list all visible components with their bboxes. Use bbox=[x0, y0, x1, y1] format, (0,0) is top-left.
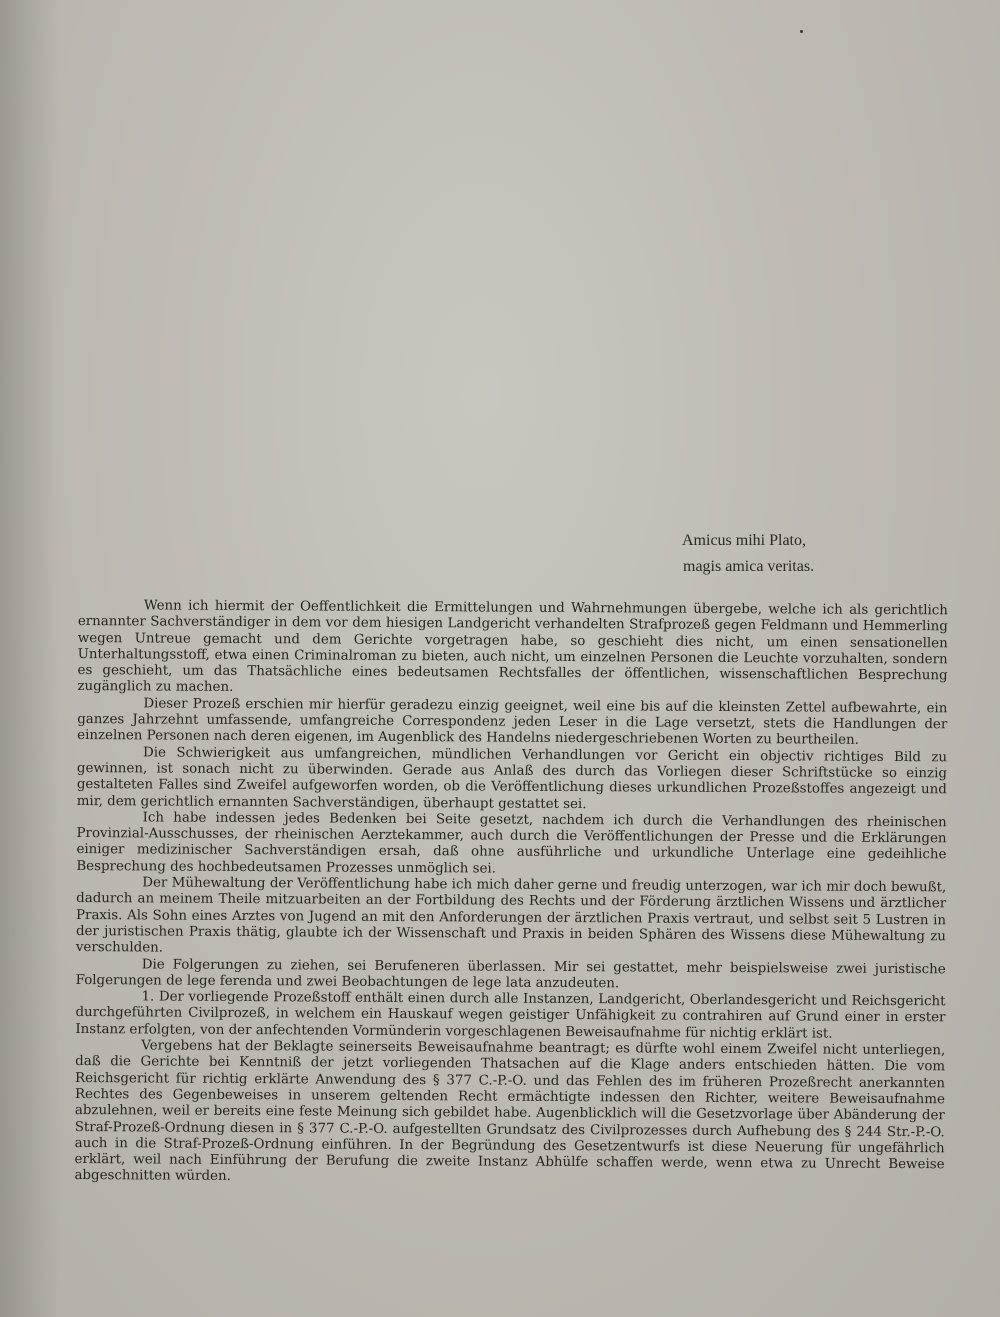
epigraph-line-2: magis amica veritas. bbox=[683, 558, 815, 575]
paragraph-concerns: Ich habe indessen jedes Bedenken bei Seite gesetzt, nachdem ich durch die Verhandlungen des rheinischen Provinzial-Ausschusses, der rheinischen Aerztekammer, auch durch die Veröffentlichungen der Presse und die Erklärungen einiger medizinischer Sachverständigen ersah, daß ohne ausführliche und urkundliche Unterlage eine gedeihliche Besprechung des hochbedeutsamen Prozesses unmöglich sei. bbox=[76, 810, 947, 877]
binding-shadow bbox=[0, 0, 60, 1317]
paper-speck bbox=[800, 30, 803, 33]
body-text bbox=[74, 598, 948, 1190]
paragraph-conclusions: Die Folgerungen zu ziehen, sei Berufeneren überlassen. Mir sei gestattet, mehr beispielsweise zwei juristische Folgerungen de lege ferenda und zwei Beobachtungen de lege lata anzudeuten. bbox=[75, 956, 946, 992]
paragraph-suitability: Dieser Prozeß erschien mir hierfür geradezu einzig geeignet, weil eine bis auf die kleinsten Zettel aufbewahrte, ein ganzes Jahrzehnt umfassende, umfangreiche Correspondenz jeden Leser in die Lage versetzt, stets die Handlungen der einzelnen Personen nach deren eigenen, im Augenblick des Handelns niedergeschriebenen Worten zu beurtheilen. bbox=[77, 696, 948, 749]
paragraph-point-1: 1. Der vorliegende Prozeßstoff enthält einen durch alle Instanzen, Landgericht, Oberlandesgericht und Reichsgericht durchgeführten Civilprozeß, in welchem ein Hauskauf wegen geistiger Unfähigkeit zu contrahiren auf Grund einer in erster Instanz erfolgten, von der anfechtenden Vormünderin vorgeschlagenen Beweisaufnahme für nichtig erklärt ist. bbox=[75, 989, 946, 1042]
epigraph-line-1: Amicus mihi Plato, bbox=[682, 532, 806, 549]
paragraph-effort: Der Mühewaltung der Veröffentlichung habe ich mich daher gerne und freudig unterzogen, war ich mir doch bewußt, dadurch an meinem Theile mitzuarbeiten an der Fortbildung des Rechts und der Förderung ärztlichen Wissens und ärztlicher Praxis. Als Sohn eines Arztes von Jugend an mit den Anforderungen der ärztlichen Praxis vertraut, und selbst seit 5 Lustren in der juristischen Praxis thätig, glaubte ich der Wissenschaft und Praxis in beiden Sphären des Wissens diese Mühewaltung zu verschulden. bbox=[75, 875, 947, 956]
paragraph-intro: Wenn ich hiermit der Oeffentlichkeit die Ermittelungen und Wahrnehmungen übergebe, welche ich als gerichtlich ernannter Sachverständiger in dem vor dem hiesigen Landgericht verhandelten Strafprozeß gegen Feldmann und Hemmerling wegen Untreue gemacht und dem Gerichte vorgetragen habe, so geschieht dies nicht, um einen sensationellen Unterhaltungsstoff, etwa einen Criminalroman zu bieten, auch nicht, um einzelnen Personen die Leuchte vorzuhalten, sondern es geschieht, um das Thatsächliche eines bedeutsamen Rechtsfalles der öffentlichen, wissenschaftlichen Besprechung zugänglich zu machen. bbox=[77, 598, 948, 696]
epigraph bbox=[682, 528, 942, 580]
paragraph-evidence: Vergebens hat der Beklagte seinerseits Beweisaufnahme beantragt; es dürfte wohl einem Zweifel nicht unterliegen, daß die Gerichte bei Kenntniß der jetzt vorliegenden Thatsachen auf die Klage anders entschieden hätten. Die vom Reichsgericht für richtig erklärte Anwendung des § 377 C.-P.-O. und das Fehlen des im früheren Prozeßrecht anerkannten Rechtes des Gegenbeweises in unserem geltenden Recht ermächtigte indessen den Richter, weitere Beweisaufnahme abzulehnen, weil er bereits eine feste Meinung sich gebildet habe. Augenblicklich will die Gesetzvorlage über Abänderung der Straf-Prozeß-Ordnung diesen in § 377 C.-P.-O. aufgestellten Grundsatz des Civilprozesses durch Aufhebung des § 244 Str.-P.-O. auch in die Straf-Prozeß-Ordnung einführen. In der Begründung des Gesetzentwurfs ist diese Neuerung für ungefährlich erklärt, weil nach Einführung der Berufung die zweite Instanz Abhülfe schaffen werde, wenn etwa zu Unrecht Beweise abgeschnitten würden. bbox=[74, 1038, 946, 1185]
paragraph-difficulty: Die Schwierigkeit aus umfangreichen, mündlichen Verhandlungen vor Gericht ein objectiv richtiges Bild zu gewinnen, ist sonach nicht zu überwinden. Gerade aus Anlaß des durch das Vorliegen dieser Schriftstücke so einzig gestalteten Falles sind Zweifel aufgeworfen worden, ob die Veröffentlichung dieses urkundlichen Prozeßstoffes angezeigt und mir, dem gerichtlich ernannten Sachverständigen, überhaupt gestattet sei. bbox=[76, 745, 948, 812]
